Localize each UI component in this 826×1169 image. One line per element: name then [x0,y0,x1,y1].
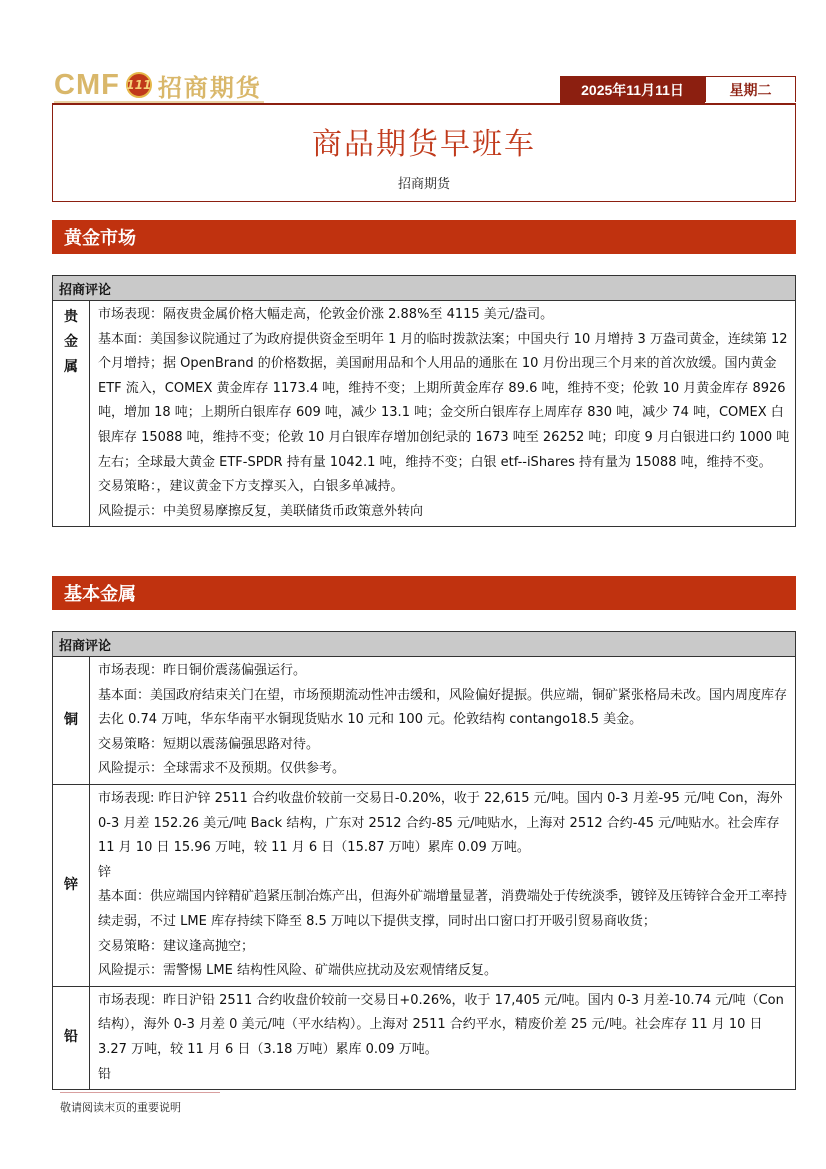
row-label-precious-metals [53,301,90,526]
market-performance: 市场表现：隔夜贵金属价格大幅走高，伦敦金价涨 2.88%至 4115 美元/盎司。 [98,307,554,322]
zinc-subheading: 锌 [98,864,112,880]
row-body [90,785,795,986]
table-header: 招商评论 [53,276,795,301]
row-label-lead [53,987,90,1089]
row-label-char: 铅 [64,1029,78,1046]
footer-disclaimer-note: 敬请阅读末页的重要说明 [60,1101,181,1114]
section-heading-base-metals: 基本金属 [52,576,796,610]
table-row-copper [53,657,795,785]
risk-warning: 风险提示：需警惕 LME 结构性风险、矿端供应扰动及宏观情绪反复。 [98,963,497,979]
fundamentals: 基本面：供应端国内锌精矿趋紧压制冶炼产出，但海外矿端增量显著，消费端处于传统淡季，镀锌及压铸锌合金开工率持续走弱，不过 LME 库存持续下降至 8.5 万吨以下提供支撑，同时出口窗口打开吸引贸易商收货； [98,889,788,929]
market-performance: 市场表现: 昨日沪锌 2511 合约收盘价较前一交易日-0.20%，收于 22,615 元/吨。国内 0-3 月差-95 元/吨 Con，海外 0-3 月差 152.26 美元/吨 Back 结构，广东对 2512 合约-85 元/吨贴水，上海对 2512 合约-45 元/吨贴水。社会库存 11 月 10 日 15.96 万吨，较 11 月 6 日（15.87 万吨）累库 0.09 万吨。 [98,790,783,856]
trading-strategy: 交易策略：建议逢高抛空； [98,938,255,954]
market-performance: 市场表现：昨日沪铅 2511 合约收盘价较前一交易日+0.26%，收于 17,405 元/吨。国内 0-3 月差-10.74 元/吨（Con 结构），海外 0-3 月差 0 美元/吨（平水结构）。上海对 2511 合约平水，精废价差 25 元/吨。社会库存 11 月 10 日 3.27 万吨，较 11 月 6 日（3.18 万吨）累库 0.09 万吨。 [98,992,784,1057]
lead-subheading: 铅 [98,1066,112,1082]
logo-chinese-text: 招商期货 [157,72,262,102]
row-label-zinc [53,785,90,986]
table-row-precious-metals [53,301,795,526]
page-title: 商品期货早班车 [312,127,536,162]
row-label-copper [53,657,90,784]
footer-divider [60,1092,220,1093]
publisher-name: 招商期货 [397,177,450,192]
report-weekday: 星期二 [705,76,796,102]
row-label-char: 属 [64,359,78,375]
risk-warning: 风险提示：全球需求不及预期。仅供参考。 [98,761,346,777]
logo-latin-text: CMF [54,68,120,101]
base-metals-comment-table [52,631,796,1090]
row-label-char: 锌 [64,876,78,893]
trading-strategy: 交易策略：短期以震荡偏强思路对待。 [98,736,320,752]
table-header: 招商评论 [53,632,795,657]
fundamentals: 基本面：美国政府结束关门在望，市场预期流动性冲击缓和，风险偏好提振。供应端，铜矿紧张格局未改。国内周度库存去化 0.74 万吨，华东华南平水铜现货贴水 10 元和 100 元。伦敦结构 contango18.5 美金。 [98,687,788,728]
table-row-zinc [53,785,795,987]
row-label-char: 铜 [64,711,78,728]
section-heading-gold: 黄金市场 [52,220,796,254]
risk-warning: 风险提示：中美贸易摩擦反复，美联储货币政策意外转向 [98,503,424,519]
market-performance: 市场表现：昨日铜价震荡偏强运行。 [98,663,307,678]
row-label-char: 贵 [64,309,78,325]
row-label-char: 金 [64,334,78,350]
logo-badge-icon: 111 [126,72,152,98]
report-date: 2025年11月11日 [560,76,705,103]
title-panel [52,103,796,202]
row-body [90,987,795,1089]
table-row-lead [53,987,795,1089]
row-body [90,301,795,526]
fundamentals: 基本面：美国参议院通过了为政府提供资金至明年 1 月的临时拨款法案；中国央行 10 月增持 3 万盎司黄金，连续第 12 个月增持；据 OpenBrand 的价格数据，美国耐用品和个人用品的通胀在 10 月份出现三个月来的首次放缓。国内黄金 ETF 流入，COMEX 黄金库存 1173.4 吨，维持不变；上期所黄金库存 89.6 吨，维持不变；伦敦 10 月黄金库存 8926 吨，增加 18 吨；上期所白银库存 609 吨，减少 13.1 吨；金交所白银库存上周库存 830 吨，减少 74 吨，COMEX 白银库存 15088 吨，维持不变；伦敦 10 月白银库存增加创纪录的 1673 吨至 26252 吨；印度 9 月白银进口约 1000 吨左右；全球最大黄金 ETF-SPDR 持有量 1042.1 吨，维持不变；白银 etf--iShares 持有量为 15088 吨，维持不变。 [98,331,790,470]
company-logo [54,68,262,102]
gold-comment-table [52,275,796,527]
trading-strategy: 交易策略：，建议黄金下方支撑买入，白银多单减持。 [98,479,404,495]
row-body [90,657,795,784]
